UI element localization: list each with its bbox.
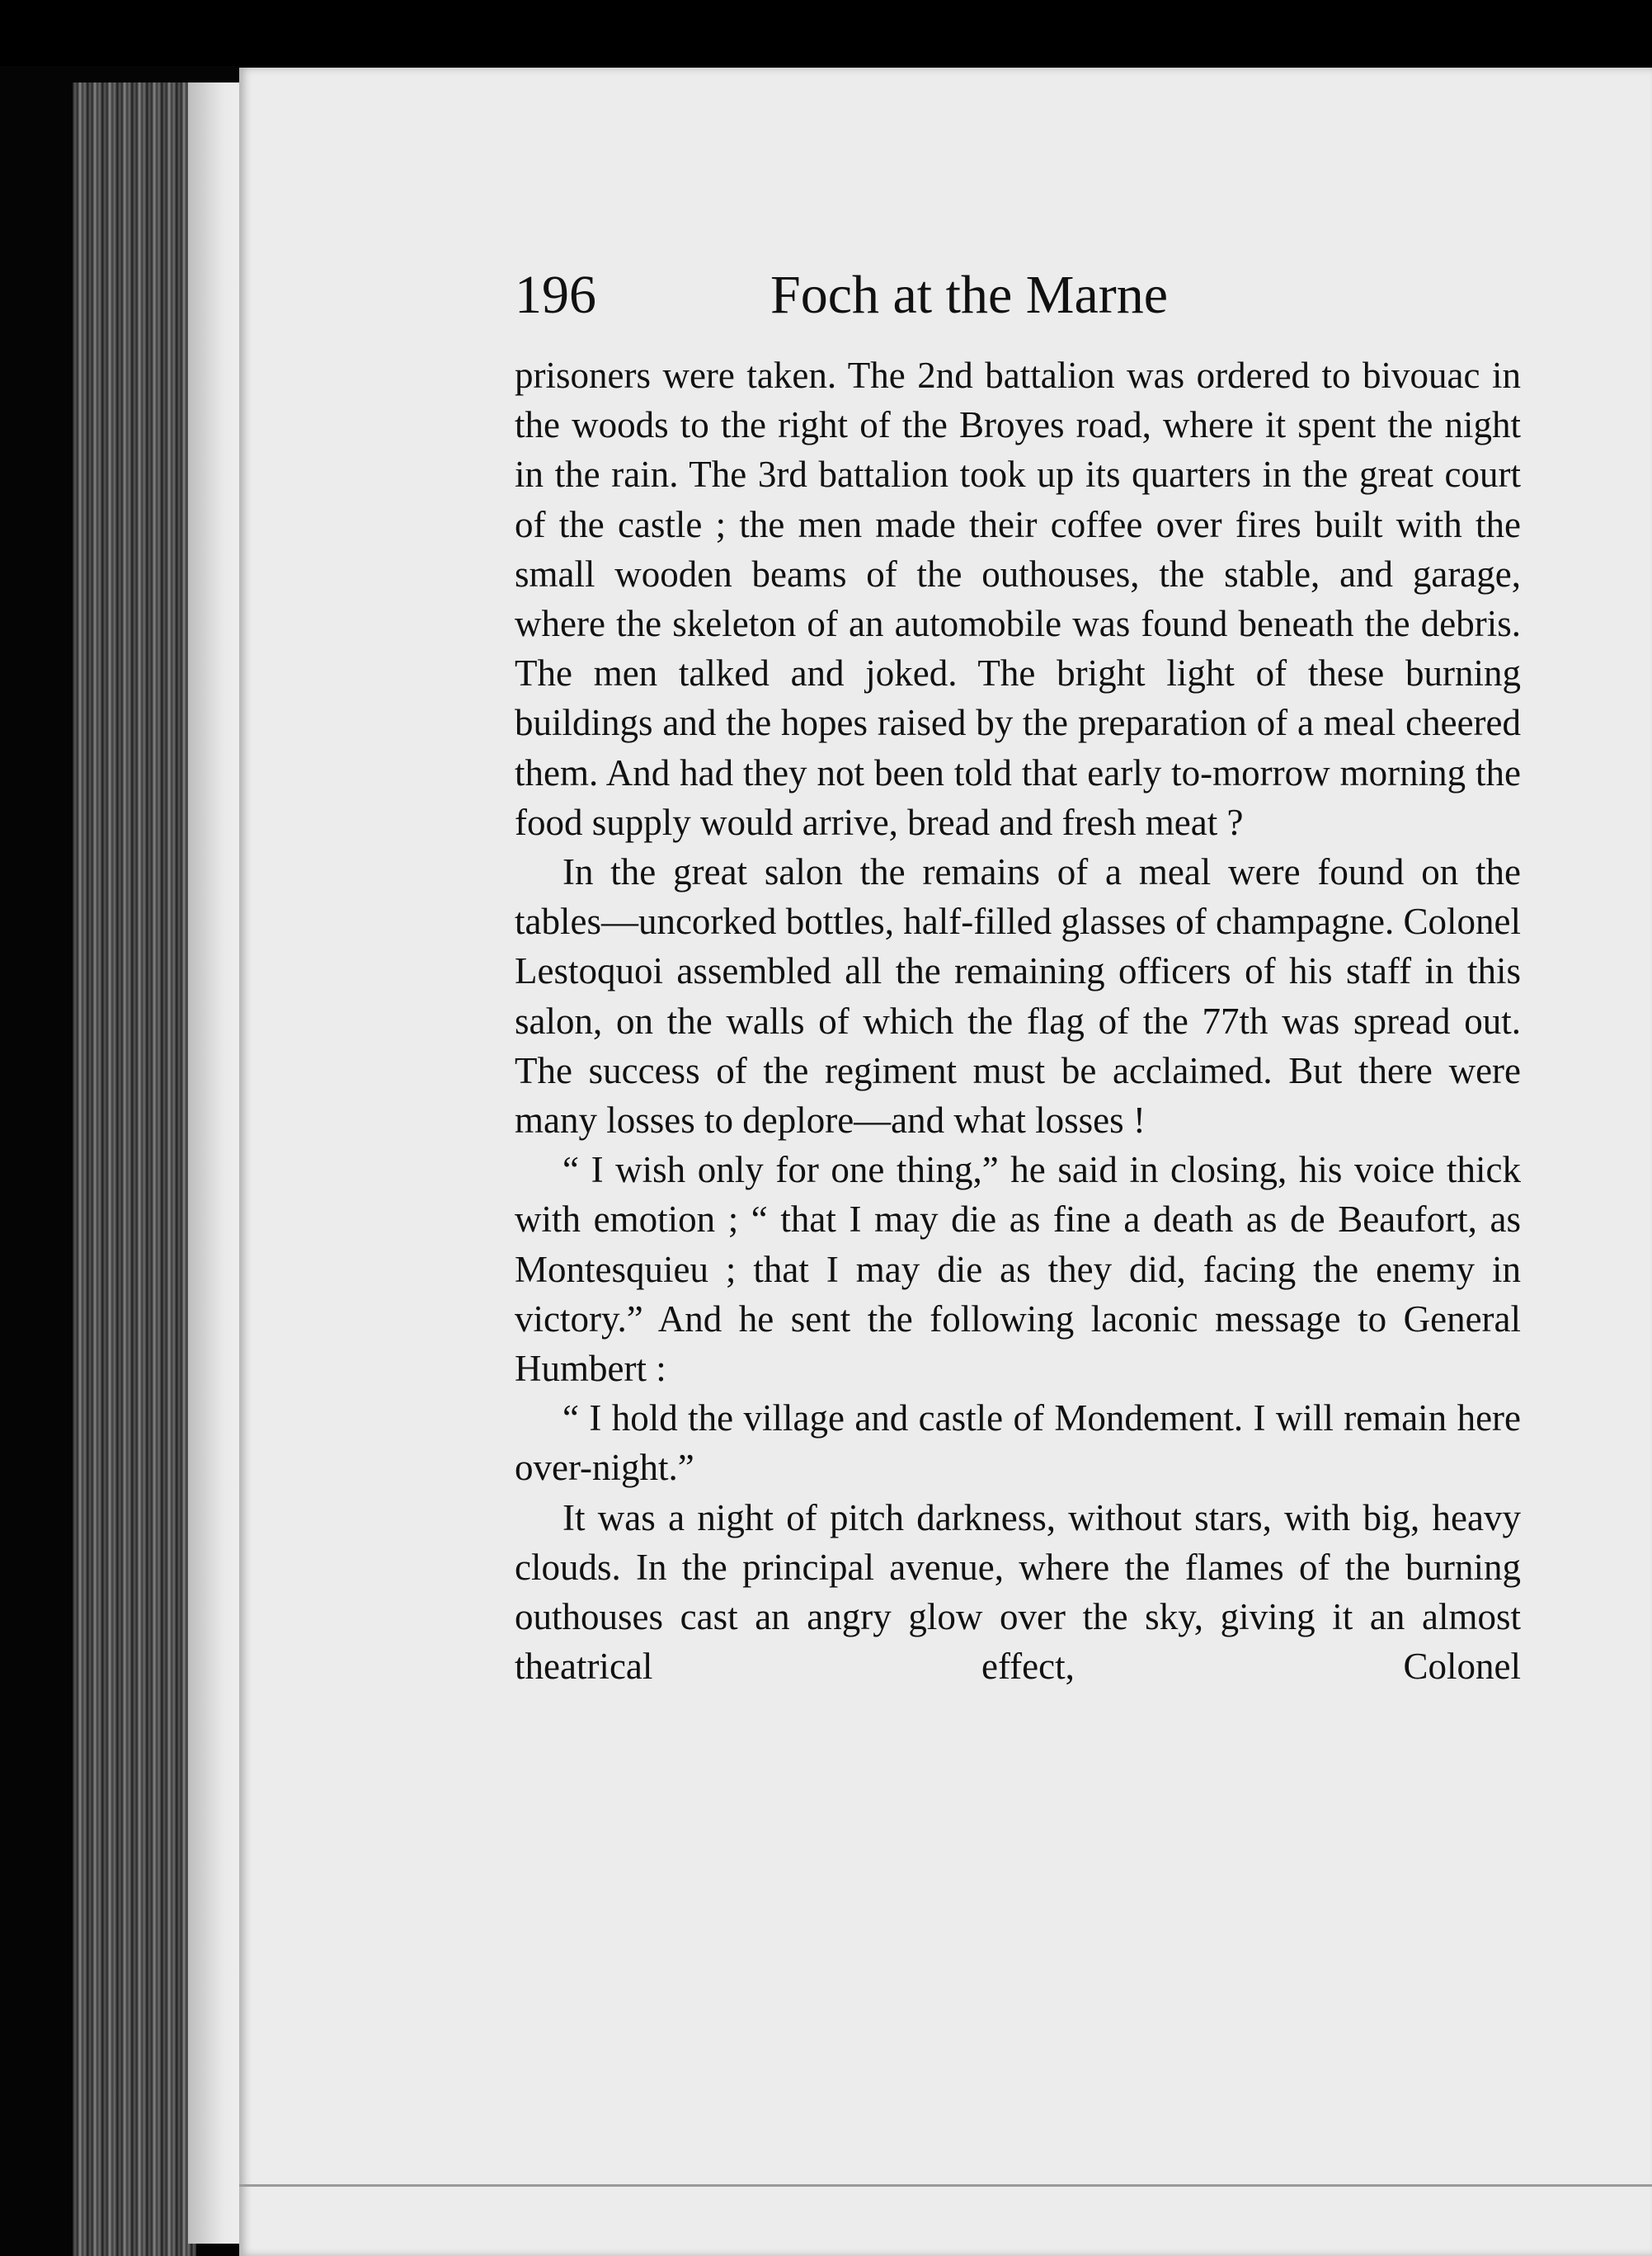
page-bottom-edge	[239, 2184, 1652, 2187]
book-title: Foch at the Marne	[770, 265, 1169, 325]
paragraph-1: prisoners were taken. The 2nd battalion was ordered to bivouac in the woods to the right of the Broyes road, where it spent the night in the rain. The 3rd battalion took up its quarters in the great court of the castle ; the men made their coffee over fires built with the small wooden beams of the outhouses, the stable, and garage, where the skeleton of an automobile was found beneath the debris. The men talked and joked. The bright light of these burning buildings and the hopes raised by the preparation of a meal cheered them. And had they not been told that early to-morrow morning the food supply would arrive, bread and fresh meat ?	[515, 355, 1521, 843]
page-number: 196	[515, 265, 596, 325]
scan-background	[0, 0, 1652, 66]
body-text	[515, 351, 1521, 1691]
paragraph-3: “ I wish only for one thing,” he said in closing, his voice thick with emotion ; “ that I may die as fine a death as de Beaufort, as Montesquieu ; that I may die as they did, facing the enemy in victory.” And he sent the following laconic message to General Humbert :	[515, 1149, 1521, 1390]
running-head	[515, 262, 1521, 328]
page-gutter-shadow	[188, 82, 246, 2244]
book-page-edges	[73, 82, 196, 2256]
paragraph-2: In the great salon the remains of a meal were found on the tables—uncorked bottles, half-filled glasses of champagne. Colonel Lestoquoi assembled all the remaining officers of his staff in this salon, on the walls of which the flag of the 77th was spread out. The success of the regiment must be acclaimed. But there were many losses to deplore—and what losses !	[515, 851, 1521, 1142]
paragraph-4: “ I hold the village and castle of Mondement. I will remain here over-night.”	[515, 1397, 1521, 1489]
paragraph-5: It was a night of pitch darkness, without stars, with big, heavy clouds. In the principal avenue, where the flames of the burning outhouses cast an angry glow over the sky, giving it an almost theatrical effect, Colonel	[515, 1496, 1521, 1688]
